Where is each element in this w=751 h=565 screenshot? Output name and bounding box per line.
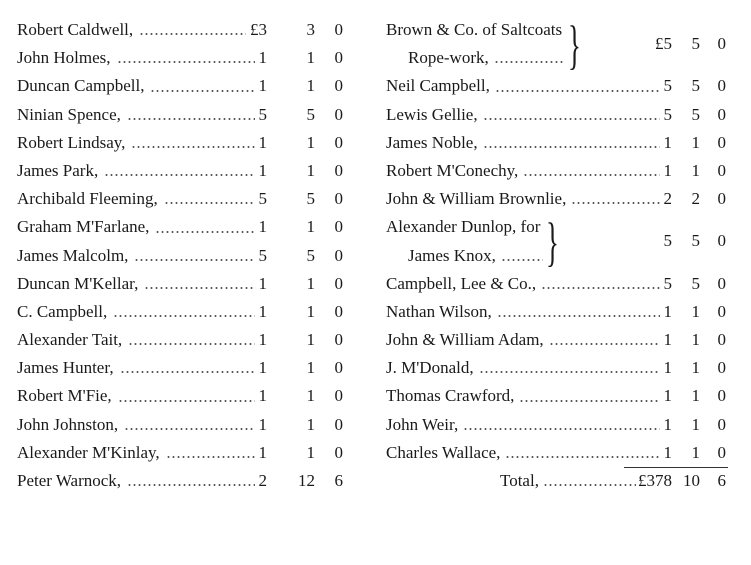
subscriber-name-line2: James Knox,	[408, 245, 496, 265]
total-rule	[624, 467, 728, 468]
total-pounds: £378	[638, 471, 672, 491]
amount-pence: 0	[717, 358, 726, 378]
amount-pence: 0	[334, 20, 343, 39]
amount-shillings: 1	[306, 442, 315, 462]
amount-pounds: 1	[663, 414, 672, 434]
subscriber-row	[386, 129, 736, 157]
amount-pounds: 1	[258, 48, 267, 68]
amount-pounds: 5	[258, 104, 267, 124]
amount-pounds: 1	[258, 217, 267, 237]
subscriber-row	[17, 242, 367, 270]
amount-pence: 0	[717, 414, 726, 434]
amount-pounds: 1	[258, 132, 267, 152]
amount-pence: 0	[334, 76, 343, 96]
amount-pence: 0	[334, 330, 343, 350]
amount-pence: 0	[334, 245, 343, 265]
amount-shillings: 1	[306, 301, 315, 321]
total-pence: 6	[717, 471, 726, 491]
subscriber-name: John Johnston,	[17, 414, 119, 434]
leader-dots	[501, 258, 544, 262]
amount-pounds: 1	[663, 442, 672, 462]
subscriber-name: Robert Caldwell,	[17, 20, 134, 39]
amount-pounds: £5	[655, 34, 672, 54]
leader-dots	[494, 60, 565, 64]
amount-pence: 0	[334, 104, 343, 124]
amount-pence: 0	[717, 231, 726, 251]
amount-shillings: 5	[306, 189, 315, 209]
amount-pounds: 2	[663, 189, 672, 209]
subscriber-row	[386, 101, 736, 129]
subscriber-row	[17, 298, 367, 326]
total-label: Total,	[500, 471, 539, 491]
subscriber-row	[17, 326, 367, 354]
subscriber-row	[17, 270, 367, 298]
amount-pence: 0	[717, 273, 726, 293]
subscriber-row	[386, 326, 736, 354]
amount-shillings: 5	[691, 104, 700, 124]
subscriber-row	[386, 439, 736, 467]
amount-pence: 0	[717, 76, 726, 96]
subscriber-row	[386, 298, 736, 326]
subscriber-name: Duncan Campbell,	[17, 76, 145, 96]
amount-pence: 6	[334, 471, 343, 490]
amount-pence: 0	[717, 34, 726, 54]
amount-pence: 0	[717, 132, 726, 152]
amount-pounds: 1	[258, 358, 267, 378]
amount-pounds: 5	[663, 231, 672, 251]
subscriber-name: Lewis Gellie,	[386, 104, 478, 124]
subscriber-name: John Holmes,	[17, 48, 111, 68]
amount-shillings: 1	[306, 160, 315, 180]
subscriber-row	[386, 354, 736, 382]
amount-pounds: 5	[663, 273, 672, 293]
amount-shillings: 1	[691, 358, 700, 378]
amount-shillings: 1	[306, 358, 315, 378]
subscriber-name-line1: Alexander Dunlop, for	[386, 217, 541, 237]
amount-shillings: 1	[306, 132, 315, 152]
amount-pounds: 1	[258, 160, 267, 180]
subscriber-name: James Hunter,	[17, 358, 114, 378]
amount-pence: 0	[717, 301, 726, 321]
subscriber-name: James Park,	[17, 160, 99, 180]
subscriber-name: Robert M'Conechy,	[386, 160, 519, 180]
subscriber-row	[386, 185, 736, 213]
amount-pounds: 1	[258, 414, 267, 434]
subscriber-name: Duncan M'Kellar,	[17, 273, 139, 293]
amount-pence: 0	[334, 132, 343, 152]
subscriber-row	[386, 270, 736, 298]
amount-pounds: 5	[663, 76, 672, 96]
subscriber-name: Alexander M'Kinlay,	[17, 442, 160, 462]
amount-pence: 0	[334, 160, 343, 180]
subscriber-name-line2: Rope-work,	[408, 48, 489, 68]
amount-shillings: 1	[306, 217, 315, 237]
amount-pence: 0	[717, 386, 726, 406]
amount-pence: 0	[717, 330, 726, 350]
amount-shillings: 5	[691, 76, 700, 96]
amount-shillings: 2	[691, 189, 700, 209]
subscriber-name: Peter Warnock,	[17, 471, 122, 490]
subscriber-name: Charles Wallace,	[386, 442, 501, 462]
amount-pence: 0	[717, 160, 726, 180]
subscriber-row	[17, 213, 367, 241]
total-shillings: 10	[683, 471, 700, 491]
amount-shillings: 1	[306, 330, 315, 350]
subscriber-row	[17, 72, 367, 100]
subscriber-name: Archibald Fleeming,	[17, 189, 158, 209]
subscriber-name: C. Campbell,	[17, 301, 108, 321]
subscriber-row	[17, 411, 367, 439]
amount-pounds: 5	[258, 189, 267, 209]
amount-pounds: 1	[258, 76, 267, 96]
amount-pence: 0	[717, 442, 726, 462]
subscriber-row	[17, 101, 367, 129]
amount-pence: 0	[717, 104, 726, 124]
subscriber-row-multiline	[386, 212, 736, 273]
subscriber-row	[17, 354, 367, 382]
amount-shillings: 5	[691, 273, 700, 293]
amount-pounds: 1	[663, 160, 672, 180]
subscriber-row	[17, 439, 367, 467]
amount-shillings: 1	[691, 386, 700, 406]
amount-shillings: 1	[691, 132, 700, 152]
amount-shillings: 1	[306, 273, 315, 293]
amount-pounds: 1	[258, 330, 267, 350]
subscriber-name: John Weir,	[386, 414, 459, 434]
amount-pounds: 1	[258, 442, 267, 462]
subscriber-name: James Malcolm,	[17, 245, 129, 265]
amount-pence: 0	[334, 189, 343, 209]
subscriber-name: Graham M'Farlane,	[17, 217, 150, 237]
amount-shillings: 1	[691, 414, 700, 434]
subscriber-row	[386, 72, 736, 100]
amount-shillings: 3	[306, 20, 315, 39]
subscriber-name: Thomas Crawford,	[386, 386, 515, 406]
amount-pounds: 1	[663, 358, 672, 378]
amount-pence: 0	[334, 386, 343, 406]
total-row	[386, 467, 736, 495]
amount-shillings: 1	[306, 414, 315, 434]
subscriber-name: James Noble,	[386, 132, 478, 152]
amount-pounds: 5	[663, 104, 672, 124]
amount-pence: 0	[334, 358, 343, 378]
subscriber-row	[386, 157, 736, 185]
amount-pounds: 1	[663, 386, 672, 406]
amount-shillings: 5	[691, 231, 700, 251]
subscriber-row	[17, 467, 367, 495]
subscriber-row	[17, 129, 367, 157]
amount-pence: 0	[334, 414, 343, 434]
amount-pounds: 2	[258, 471, 267, 490]
subscriber-name: J. M'Donald,	[386, 358, 474, 378]
amount-shillings: 1	[306, 48, 315, 68]
amount-pounds: 1	[258, 301, 267, 321]
subscriber-row	[17, 16, 367, 44]
subscriber-row	[386, 382, 736, 410]
amount-pence: 0	[717, 189, 726, 209]
subscriber-name: Robert M'Fie,	[17, 386, 112, 406]
amount-shillings: 5	[306, 245, 315, 265]
subscriber-row	[17, 185, 367, 213]
amount-shillings: 5	[691, 34, 700, 54]
subscriber-name-line1: Brown & Co. of Saltcoats	[386, 20, 563, 39]
amount-shillings: 1	[691, 330, 700, 350]
subscriber-row-multiline	[386, 14, 736, 75]
amount-pence: 0	[334, 301, 343, 321]
subscriber-name: John & William Adam,	[386, 330, 544, 350]
amount-pence: 0	[334, 48, 343, 68]
subscriber-name: Ninian Spence,	[17, 104, 121, 124]
amount-pounds: 1	[663, 132, 672, 152]
amount-shillings: 5	[306, 104, 315, 124]
amount-pounds: 1	[663, 330, 672, 350]
amount-shillings: 1	[306, 76, 315, 96]
left-column	[17, 16, 367, 495]
subscriber-name: Nathan Wilson,	[386, 301, 492, 321]
amount-pounds: 5	[258, 245, 267, 265]
subscriber-name: Alexander Tait,	[17, 330, 123, 350]
amount-shillings: 1	[691, 442, 700, 462]
amount-shillings: 12	[298, 471, 315, 490]
amount-pounds: 1	[258, 386, 267, 406]
right-column	[386, 16, 736, 495]
amount-pence: 0	[334, 273, 343, 293]
amount-pence: 0	[334, 442, 343, 462]
subscriber-name: Campbell, Lee & Co.,	[386, 273, 537, 293]
amount-shillings: 1	[691, 160, 700, 180]
subscriber-row	[17, 44, 367, 72]
amount-shillings: 1	[306, 386, 315, 406]
subscriber-row	[17, 157, 367, 185]
subscriber-name: Neil Campbell,	[386, 76, 490, 96]
brace: }	[568, 14, 581, 75]
brace: }	[546, 212, 560, 273]
subscriber-name: Robert Lindsay,	[17, 132, 126, 152]
amount-pounds: 1	[258, 273, 267, 293]
amount-pounds: £3	[250, 20, 267, 39]
amount-shillings: 1	[691, 301, 700, 321]
leader-dots	[463, 427, 659, 431]
subscriber-row	[17, 382, 367, 410]
subscriber-row	[386, 411, 736, 439]
amount-pounds: 1	[663, 301, 672, 321]
subscriber-name: John & William Brownlie,	[386, 189, 567, 209]
amount-pence: 0	[334, 217, 343, 237]
